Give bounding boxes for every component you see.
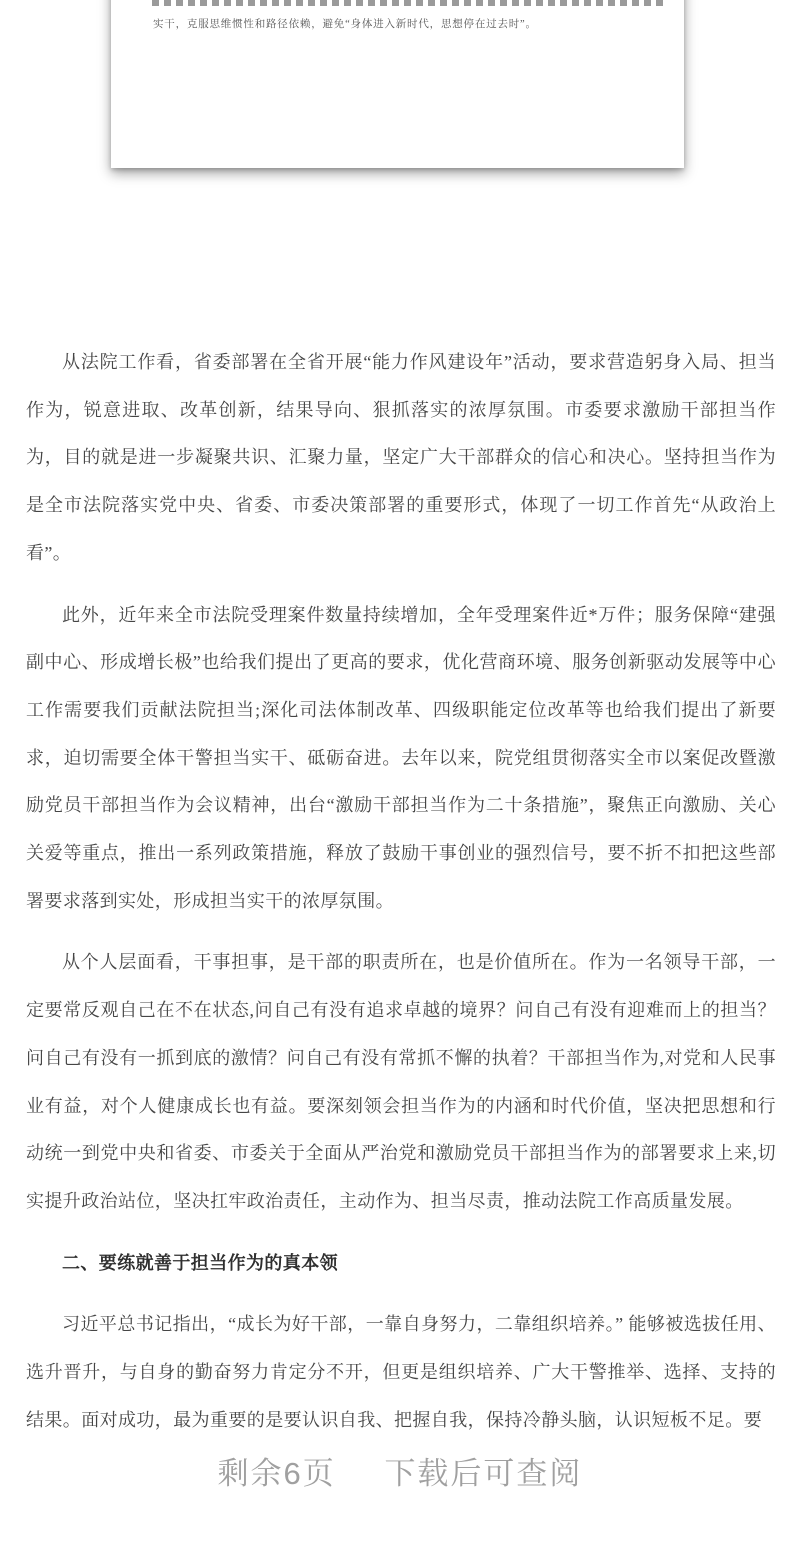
remaining-pages-notice bbox=[0, 1448, 800, 1493]
section-heading: 二、要练就善于担当作为的真本领 bbox=[62, 1252, 338, 1273]
document-paragraph: 从个人层面看，干事担事，是干部的职责所在，也是价值所在。作为一名领导干部，一定要常反观自己在不在状态,问自己有没有追求卓越的境界？问自己有没有迎难而上的担当？问自己有没有一抓到底的激情？问自己有没有常抓不懈的执着？干部担当作为,对党和人民事业有益，对个人健康成长也有益。要深刻领会担当作为的内涵和时代价值，坚决把思想和行动统一到党中央和省委、市委关于全面从严治党和激励党员干部担当作为的部署要求上来,切实提升政治站位，坚决扛牢政治责任，主动作为、担当尽责，推动法院工作高质量发展。 bbox=[26, 952, 776, 1211]
document-body bbox=[26, 339, 776, 1458]
download-hint: 下载后可查阅 bbox=[384, 1456, 583, 1491]
document-paragraph: 从法院工作看，省委部署在全省开展“能力作风建设年”活动，要求营造躬身入局、担当作为，锐意进取、改革创新，结果导向、狠抓落实的浓厚氛围。市委要求激励干部担当作为，目的就是进一步凝聚共识、汇聚力量，坚定广大干部群众的信心和决心。坚持担当作为是全市法院落实党中央、省委、市委决策部署的重要形式，体现了一切工作首先“从政治上看”。 bbox=[26, 352, 776, 563]
previous-page-card bbox=[111, 0, 684, 168]
clipped-text-line bbox=[152, 0, 666, 6]
remaining-pages-count: 剩余6页 bbox=[217, 1456, 336, 1491]
document-paragraph: 习近平总书记指出，“成长为好干部，一靠自身努力，二靠组织培养。” 能够被选拔任用、选升晋升，与自身的勤奋努力肯定分不开，但更是组织培养、广大干警推举、选择、支持的结果。面对成功，最为重要的是要认识自我、把握自我，保持冷静头脑，认识短板不足。要 bbox=[26, 1314, 776, 1430]
document-paragraph: 此外，近年来全市法院受理案件数量持续增加，全年受理案件近*万件；服务保障“建强副中心、形成增长极”也给我们提出了更高的要求，优化营商环境、服务创新驱动发展等中心工作需要我们贡献法院担当;深化司法体制改革、四级职能定位改革等也给我们提出了新要求，迫切需要全体干警担当实干、砥砺奋进。去年以来，院党组贯彻落实全市以案促改暨激励党员干部担当作为会议精神，出台“激励干部担当作为二十条措施”，聚焦正向激励、关心关爱等重点，推出一系列政策措施，释放了鼓励干事创业的强烈信号，要不折不扣把这些部署要求落到实处，形成担当实干的浓厚氛围。 bbox=[26, 604, 776, 911]
paragraph-tail-text: 实干，克服思维惯性和路径依赖，避免“身体进入新时代，思想停在过去时”。 bbox=[153, 19, 537, 30]
